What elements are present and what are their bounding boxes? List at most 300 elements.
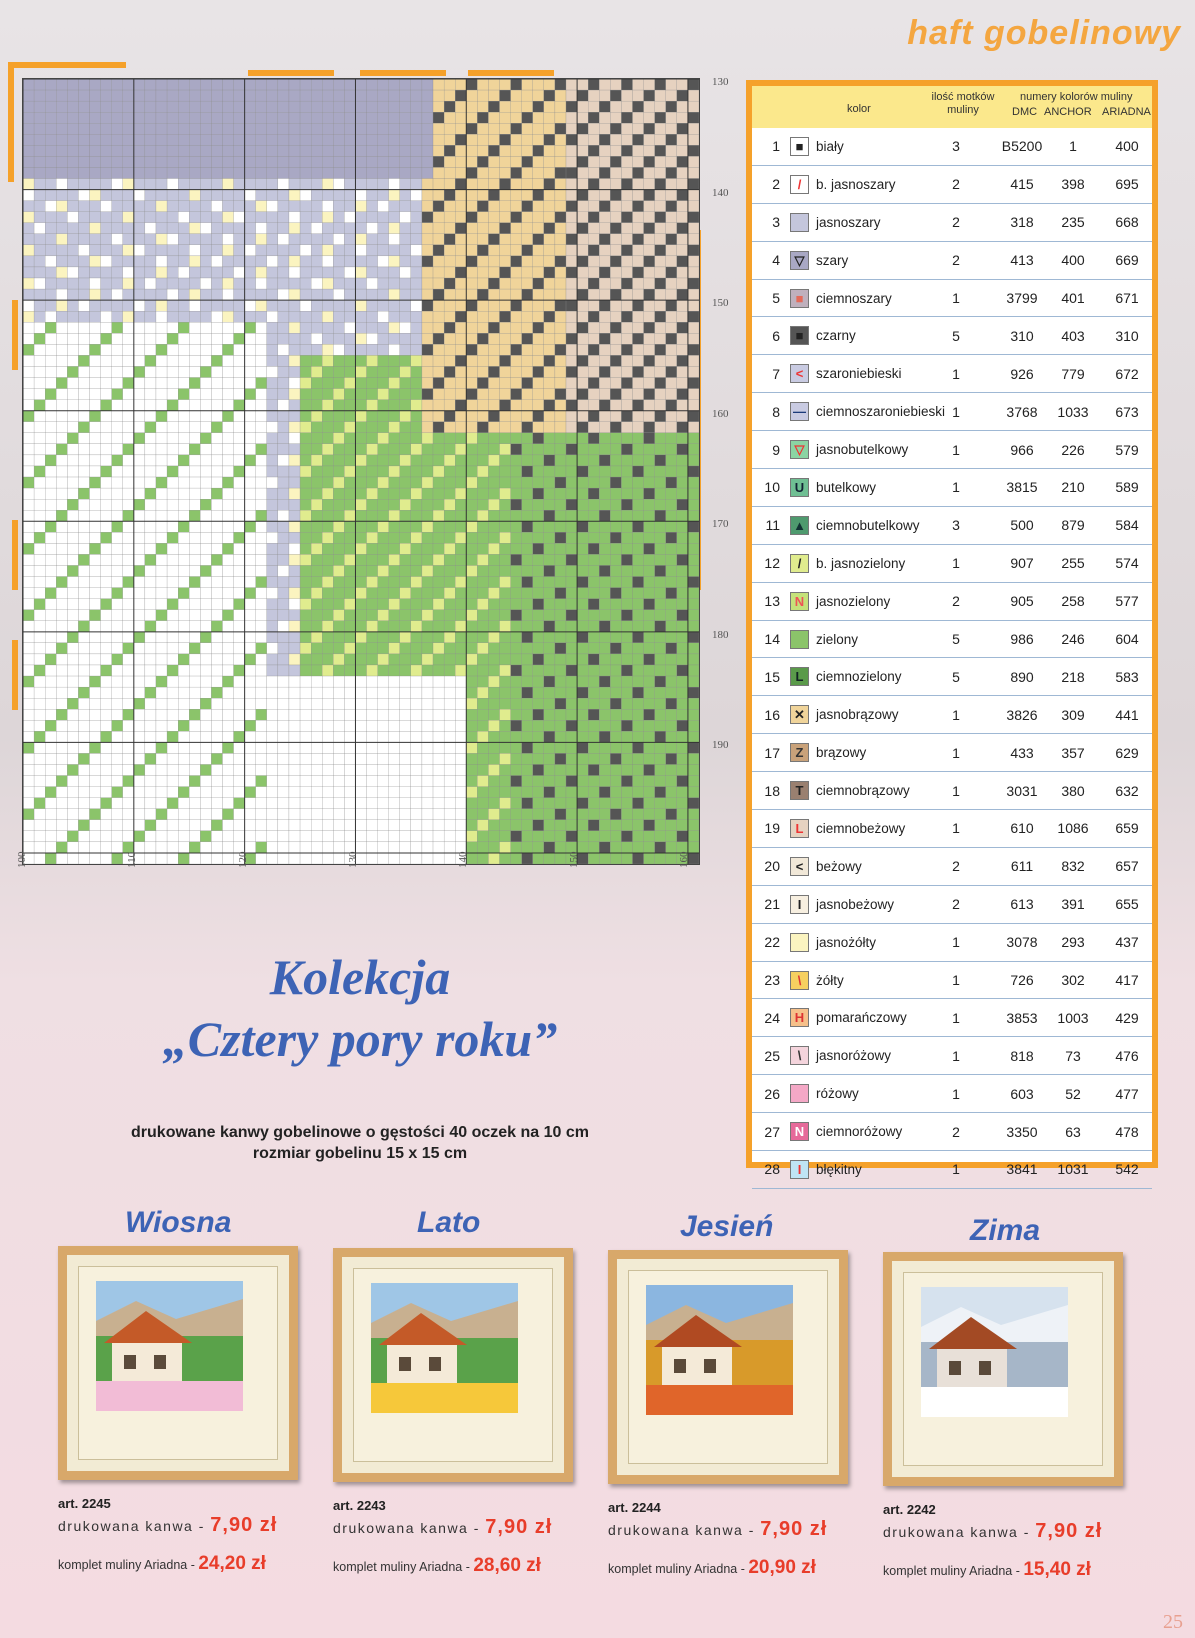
- legend-dmc: 3078: [1006, 934, 1038, 951]
- legend-dmc: 310: [1010, 327, 1034, 344]
- legend-qty: 1: [952, 934, 960, 951]
- legend-qty: 5: [952, 327, 960, 344]
- legend-ariadna: 673: [1115, 403, 1139, 420]
- legend-swatch-icon: /: [790, 175, 809, 194]
- chart-grid: [22, 78, 700, 865]
- legend-ariadna: 579: [1115, 441, 1139, 458]
- legend-ariadna: 437: [1115, 934, 1139, 951]
- legend-ariadna: 542: [1115, 1161, 1139, 1178]
- legend-dmc: 603: [1010, 1085, 1034, 1102]
- legend-anchor: 357: [1061, 744, 1085, 761]
- legend-ariadna: 668: [1115, 214, 1139, 231]
- legend-dmc: 905: [1010, 593, 1034, 610]
- chart-row-number: 130: [712, 76, 729, 88]
- legend-dmc: 613: [1010, 896, 1034, 913]
- chart-row-number: 160: [712, 407, 729, 420]
- chart-accent: [12, 520, 18, 590]
- legend-dmc: 3841: [1006, 1161, 1038, 1178]
- canvas-price-line: [883, 1520, 1102, 1543]
- legend-number: 26: [764, 1085, 780, 1102]
- legend-qty: 2: [952, 214, 960, 231]
- legend-anchor: 779: [1061, 365, 1085, 382]
- kit-price: 15,40 zł: [1023, 1559, 1091, 1580]
- legend-row: [752, 999, 1152, 1037]
- kit-price-label: komplet muliny Ariadna -: [883, 1564, 1020, 1578]
- legend-row: [752, 1113, 1152, 1151]
- legend-color-name: jasnożółty: [816, 934, 877, 950]
- legend-color-name: różowy: [816, 1086, 859, 1102]
- legend-ariadna: 477: [1115, 1085, 1139, 1102]
- legend-swatch-icon: \: [790, 1046, 809, 1065]
- legend-qty: 2: [952, 593, 960, 610]
- legend-anchor: 309: [1061, 706, 1085, 723]
- legend-swatch-icon: L: [790, 667, 809, 686]
- legend-ariadna: 669: [1115, 252, 1139, 269]
- legend-row: [752, 317, 1152, 355]
- legend-swatch-icon: /: [790, 554, 809, 573]
- kit-price: 20,90 zł: [748, 1557, 816, 1578]
- legend-qty: 1: [952, 403, 960, 420]
- legend-swatch-icon: H: [790, 1008, 809, 1027]
- cross-stitch-chart: [22, 78, 710, 859]
- color-legend-table: [746, 80, 1158, 1178]
- legend-header-numery: numery kolorów muliny: [1020, 91, 1133, 103]
- legend-number: 4: [772, 252, 780, 269]
- legend-anchor: 401: [1061, 290, 1085, 306]
- chart-accent: [468, 70, 554, 76]
- legend-qty: 5: [952, 668, 960, 685]
- legend-number: 6: [772, 327, 780, 344]
- legend-color-name: pomarańczowy: [816, 1010, 907, 1026]
- legend-color-name: ciemnozielony: [816, 669, 902, 685]
- legend-qty: 2: [952, 252, 960, 269]
- legend-ariadna: 400: [1115, 138, 1139, 155]
- legend-dmc: 433: [1010, 744, 1034, 761]
- season-title: Jesień: [680, 1210, 774, 1243]
- legend-row: [752, 772, 1152, 810]
- chart-accent: [248, 70, 334, 76]
- legend-anchor: 255: [1061, 555, 1085, 572]
- article-number: art. 2245: [58, 1496, 111, 1511]
- legend-dmc: 3815: [1006, 479, 1038, 496]
- legend-ariadna: 604: [1115, 631, 1139, 648]
- legend-qty: 1: [952, 441, 960, 458]
- legend-number: 3: [772, 214, 780, 231]
- legend-row: [752, 658, 1152, 696]
- legend-ariadna: 476: [1115, 1047, 1139, 1064]
- legend-anchor: 302: [1061, 972, 1085, 989]
- chart-col-number: 130: [346, 851, 359, 868]
- legend-anchor: 218: [1061, 668, 1085, 685]
- legend-color-name: jasnobrązowy: [816, 707, 899, 723]
- legend-header-ilosc: ilość motków muliny: [931, 91, 995, 116]
- legend-number: 25: [764, 1047, 780, 1064]
- legend-swatch-icon: [790, 630, 809, 649]
- legend-swatch-icon: U: [790, 478, 809, 497]
- legend-ariadna: 589: [1115, 479, 1139, 496]
- collection-description: drukowane kanwy gobelinowe o gęstości 40 oczek na 10 cm rozmiar gobelinu 15 x 15 cm: [131, 1124, 589, 1162]
- legend-qty: 3: [952, 517, 960, 534]
- legend-swatch-icon: I: [790, 1160, 809, 1179]
- legend-dmc: 318: [1010, 214, 1034, 231]
- chart-col-number: 140: [457, 851, 470, 868]
- legend-color-name: b. jasnozielony: [816, 555, 906, 571]
- legend-ariadna: 417: [1115, 972, 1139, 989]
- legend-number: 15: [764, 668, 780, 685]
- article-number: art. 2244: [608, 1500, 661, 1515]
- legend-qty: 1: [952, 1085, 960, 1102]
- legend-qty: 1: [952, 1009, 960, 1026]
- legend-swatch-icon: N: [790, 592, 809, 611]
- legend-number: 18: [764, 782, 780, 799]
- legend-dmc: 610: [1010, 820, 1034, 837]
- legend-anchor: 293: [1061, 934, 1085, 951]
- legend-ariadna: 429: [1115, 1009, 1139, 1026]
- legend-ariadna: 632: [1115, 782, 1139, 799]
- tapestry-picture: [371, 1283, 518, 1413]
- legend-qty: 1: [952, 744, 960, 761]
- tapestry-picture: [921, 1287, 1068, 1417]
- legend-color-name: jasnobeżowy: [816, 896, 895, 912]
- chart-col-number: 110: [126, 851, 139, 868]
- legend-row: [752, 810, 1152, 848]
- legend-anchor: 832: [1061, 858, 1085, 875]
- legend-qty: 1: [952, 1047, 960, 1064]
- legend-color-name: jasnoróżowy: [816, 1048, 892, 1064]
- legend-anchor: 235: [1061, 214, 1085, 231]
- legend-color-name: ciemnobrązowy: [816, 783, 910, 799]
- legend-row: [752, 696, 1152, 734]
- chart-row-number: 140: [712, 186, 729, 199]
- legend-number: 12: [764, 555, 780, 572]
- tapestry-picture: [96, 1281, 243, 1411]
- legend-row: [752, 886, 1152, 924]
- canvas-price-label: drukowana kanwa -: [333, 1520, 480, 1536]
- canvas-price: 7,90 zł: [210, 1514, 278, 1536]
- legend-anchor: 258: [1061, 593, 1085, 610]
- legend-swatch-icon: [790, 933, 809, 952]
- legend-color-name: zielony: [816, 631, 859, 647]
- legend-dmc: 907: [1010, 555, 1034, 572]
- legend-number: 28: [764, 1161, 780, 1178]
- legend-anchor: 1: [1069, 138, 1077, 155]
- legend-qty: 1: [952, 555, 960, 572]
- kit-price: 24,20 zł: [198, 1553, 266, 1574]
- legend-dmc: 3350: [1006, 1123, 1038, 1140]
- legend-number: 14: [764, 631, 780, 648]
- legend-dmc: 818: [1010, 1047, 1034, 1064]
- product-image-frame: [883, 1252, 1123, 1486]
- tapestry-picture: [646, 1285, 793, 1415]
- legend-swatch-icon: ▲: [790, 516, 809, 535]
- legend-ariadna: 441: [1115, 706, 1139, 723]
- chart-row-number: 180: [712, 628, 729, 641]
- legend-swatch-icon: \: [790, 971, 809, 990]
- chart-row-number: 170: [712, 518, 729, 530]
- legend-qty: 1: [952, 479, 960, 496]
- legend-swatch-icon: N: [790, 1122, 809, 1141]
- legend-color-name: ciemnobeżowy: [816, 820, 906, 836]
- legend-anchor: 1033: [1057, 403, 1089, 420]
- chart-col-number: 160: [677, 851, 690, 868]
- legend-color-name: błękitny: [816, 1161, 862, 1177]
- legend-anchor: 403: [1061, 327, 1085, 344]
- legend-swatch-icon: ▽: [790, 251, 809, 270]
- legend-ariadna: 659: [1115, 820, 1139, 837]
- legend-anchor: 63: [1065, 1123, 1081, 1140]
- legend-number: 20: [764, 858, 780, 875]
- legend-number: 7: [772, 365, 780, 382]
- legend-dmc: 3826: [1006, 706, 1038, 723]
- chart-cells: [23, 79, 699, 864]
- legend-anchor: 400: [1061, 252, 1085, 269]
- legend-number: 27: [764, 1123, 780, 1140]
- chart-accent: [8, 62, 126, 68]
- legend-anchor: 1003: [1057, 1009, 1089, 1026]
- product-image-frame: [333, 1248, 573, 1482]
- legend-dmc: 966: [1010, 441, 1034, 458]
- legend-swatch-icon: L: [790, 819, 809, 838]
- canvas-price: 7,90 zł: [1035, 1520, 1103, 1542]
- legend-color-name: szary: [816, 252, 849, 268]
- legend-dmc: 3853: [1006, 1009, 1038, 1026]
- legend-number: 13: [764, 593, 780, 610]
- legend-number: 8: [772, 403, 780, 420]
- kit-price: 28,60 zł: [473, 1555, 541, 1576]
- legend-row: [752, 1151, 1152, 1189]
- legend-qty: 1: [952, 972, 960, 989]
- legend-color-name: ciemnoszary: [816, 290, 892, 306]
- legend-row: [752, 848, 1152, 886]
- chart-accent: [12, 300, 18, 370]
- legend-row: [752, 1075, 1152, 1113]
- legend-color-name: szaroniebieski: [816, 366, 902, 382]
- legend-dmc: 3768: [1006, 403, 1038, 420]
- legend-header-dmc: DMC: [1012, 106, 1038, 118]
- article-number: art. 2242: [883, 1502, 936, 1517]
- legend-swatch-icon: T: [790, 781, 809, 800]
- canvas-price-line: [608, 1518, 827, 1541]
- kit-price-line: [608, 1557, 816, 1579]
- kit-price-label: komplet muliny Ariadna -: [58, 1558, 195, 1572]
- season-title: Wiosna: [125, 1206, 232, 1239]
- legend-ariadna: 577: [1115, 593, 1139, 610]
- legend-row: [752, 507, 1152, 545]
- legend-dmc: 726: [1010, 972, 1034, 989]
- legend-qty: 2: [952, 896, 960, 913]
- legend-swatch-icon: ▽: [790, 440, 809, 459]
- legend-number: 16: [764, 706, 780, 723]
- legend-row: [752, 924, 1152, 962]
- legend-row: [752, 621, 1152, 659]
- legend-color-name: biały: [816, 138, 844, 154]
- legend-dmc: 611: [1010, 858, 1034, 875]
- season-title: Zima: [970, 1214, 1041, 1247]
- legend-row: [752, 469, 1152, 507]
- legend-row: [752, 355, 1152, 393]
- legend-number: 24: [764, 1009, 780, 1026]
- legend-dmc: 890: [1010, 668, 1034, 685]
- canvas-price-label: drukowana kanwa -: [58, 1518, 205, 1534]
- legend-dmc: 500: [1010, 517, 1034, 534]
- legend-ariadna: 583: [1115, 668, 1139, 685]
- legend-color-name: jasnozielony: [816, 593, 891, 609]
- canvas-price-label: drukowana kanwa -: [883, 1524, 1030, 1540]
- legend-row: [752, 734, 1152, 772]
- legend-dmc: 413: [1010, 252, 1034, 269]
- page-number: 25: [1163, 1611, 1183, 1633]
- legend-swatch-icon: [790, 213, 809, 232]
- collection-title: Kolekcja „Cztery pory roku”: [162, 949, 558, 1067]
- legend-qty: 3: [952, 138, 960, 155]
- legend-row: [752, 166, 1152, 204]
- legend-number: 17: [764, 744, 780, 761]
- product-image-frame: [58, 1246, 298, 1480]
- legend-color-name: beżowy: [816, 858, 862, 874]
- legend-dmc: 926: [1010, 365, 1034, 382]
- legend-qty: 1: [952, 365, 960, 382]
- legend-anchor: 73: [1065, 1047, 1081, 1064]
- kit-price-line: [333, 1555, 541, 1577]
- legend-ariadna: 655: [1115, 896, 1139, 913]
- legend-number: 9: [772, 441, 780, 458]
- legend-dmc: 415: [1010, 176, 1034, 193]
- legend-swatch-icon: [790, 1084, 809, 1103]
- legend-dmc: 3031: [1006, 782, 1038, 799]
- canvas-price-label: drukowana kanwa -: [608, 1522, 755, 1538]
- legend-swatch-icon: ■: [790, 326, 809, 345]
- legend-anchor: 879: [1061, 517, 1085, 534]
- legend-dmc: 3799: [1006, 290, 1038, 306]
- legend-anchor: 398: [1061, 176, 1085, 193]
- legend-swatch-icon: <: [790, 857, 809, 876]
- legend-anchor: 1031: [1057, 1161, 1089, 1178]
- legend-number: 21: [764, 896, 780, 913]
- legend-qty: 2: [952, 176, 960, 193]
- canvas-price: 7,90 zł: [485, 1516, 553, 1538]
- legend-ariadna: 671: [1115, 290, 1139, 306]
- chart-accent: [8, 62, 14, 182]
- kit-price-line: [58, 1553, 266, 1575]
- legend-anchor: 380: [1061, 782, 1085, 799]
- legend-number: 2: [772, 176, 780, 193]
- legend-anchor: 246: [1061, 631, 1085, 648]
- chart-row-number: 150: [712, 297, 729, 309]
- legend-row: [752, 242, 1152, 280]
- legend-qty: 1: [952, 782, 960, 799]
- legend-swatch-icon: —: [790, 402, 809, 421]
- canvas-price: 7,90 zł: [760, 1518, 828, 1540]
- legend-anchor: 226: [1061, 441, 1085, 458]
- legend-row: [752, 1037, 1152, 1075]
- canvas-price-line: [333, 1516, 552, 1539]
- legend-swatch-icon: <: [790, 364, 809, 383]
- legend-ariadna: 574: [1115, 555, 1139, 572]
- chart-row-number: 190: [712, 739, 729, 751]
- legend-color-name: brązowy: [816, 745, 867, 761]
- legend-number: 11: [765, 517, 780, 534]
- legend-color-name: jasnoszary: [816, 214, 881, 230]
- legend-qty: 1: [952, 1161, 960, 1178]
- legend-ariadna: 695: [1115, 176, 1139, 193]
- legend-row: [752, 962, 1152, 1000]
- legend-swatch-icon: ■: [790, 137, 809, 156]
- chart-col-number: 120: [236, 851, 249, 868]
- legend-color-name: jasnobutelkowy: [816, 442, 909, 458]
- legend-row: [752, 545, 1152, 583]
- kit-price-label: komplet muliny Ariadna -: [333, 1560, 470, 1574]
- legend-row: [752, 128, 1152, 166]
- legend-row: [752, 393, 1152, 431]
- legend-color-name: b. jasnoszary: [816, 176, 896, 192]
- legend-ariadna: 310: [1115, 327, 1139, 344]
- legend-ariadna: 584: [1115, 517, 1139, 534]
- legend-row: [752, 431, 1152, 469]
- legend-anchor: 391: [1061, 896, 1085, 913]
- chart-accent: [360, 70, 446, 76]
- legend-number: 19: [764, 820, 780, 837]
- kit-price-label: komplet muliny Ariadna -: [608, 1562, 745, 1576]
- legend-swatch-icon: Z: [790, 743, 809, 762]
- legend-swatch-icon: ■: [790, 289, 809, 308]
- legend-anchor: 210: [1061, 479, 1085, 496]
- season-title: Lato: [417, 1206, 481, 1239]
- legend-anchor: 1086: [1057, 820, 1089, 837]
- legend-color-name: ciemnoróżowy: [816, 1124, 903, 1140]
- legend-dmc: 986: [1010, 631, 1034, 648]
- legend-qty: 5: [952, 631, 960, 648]
- legend-header-kolor: kolor: [847, 103, 871, 115]
- legend-qty: 1: [952, 706, 960, 723]
- legend-color-name: ciemnoszaroniebieski: [816, 404, 946, 420]
- legend-swatch-icon: I: [790, 895, 809, 914]
- legend-qty: 1: [952, 820, 960, 837]
- legend-qty: 2: [952, 858, 960, 875]
- legend-number: 22: [764, 934, 780, 951]
- legend-color-name: czarny: [816, 328, 856, 344]
- legend-swatch-icon: ✕: [790, 705, 809, 724]
- legend-number: 10: [764, 479, 780, 496]
- legend-ariadna: 672: [1115, 365, 1139, 382]
- legend-ariadna: 657: [1115, 858, 1139, 875]
- legend-dmc: B5200: [1001, 138, 1043, 155]
- section-tag: haft gobelinowy: [907, 14, 1181, 52]
- legend-row: [752, 204, 1152, 242]
- legend-row: [752, 583, 1152, 621]
- legend-number: 1: [772, 138, 780, 155]
- legend-color-name: żółty: [816, 972, 844, 988]
- legend-qty: 2: [952, 1123, 960, 1140]
- article-number: art. 2243: [333, 1498, 386, 1513]
- legend-number: 23: [764, 972, 780, 989]
- legend-anchor: 52: [1065, 1085, 1081, 1102]
- legend-ariadna: 478: [1115, 1123, 1139, 1140]
- legend-number: 5: [772, 290, 780, 306]
- chart-col-number: 100: [16, 851, 28, 868]
- legend-color-name: ciemnobutelkowy: [816, 517, 920, 533]
- legend-color-name: butelkowy: [816, 479, 877, 495]
- legend-header: [752, 86, 1152, 128]
- chart-accent: [12, 640, 18, 710]
- legend-qty: 1: [952, 290, 960, 306]
- product-image-frame: [608, 1250, 848, 1484]
- legend-ariadna: 629: [1115, 744, 1139, 761]
- legend-header-ariadna: ARIADNA: [1102, 106, 1151, 118]
- legend-row: [752, 280, 1152, 318]
- chart-col-number: 150: [567, 851, 580, 868]
- chart-grid-svg: [23, 79, 699, 864]
- kit-price-line: [883, 1559, 1091, 1581]
